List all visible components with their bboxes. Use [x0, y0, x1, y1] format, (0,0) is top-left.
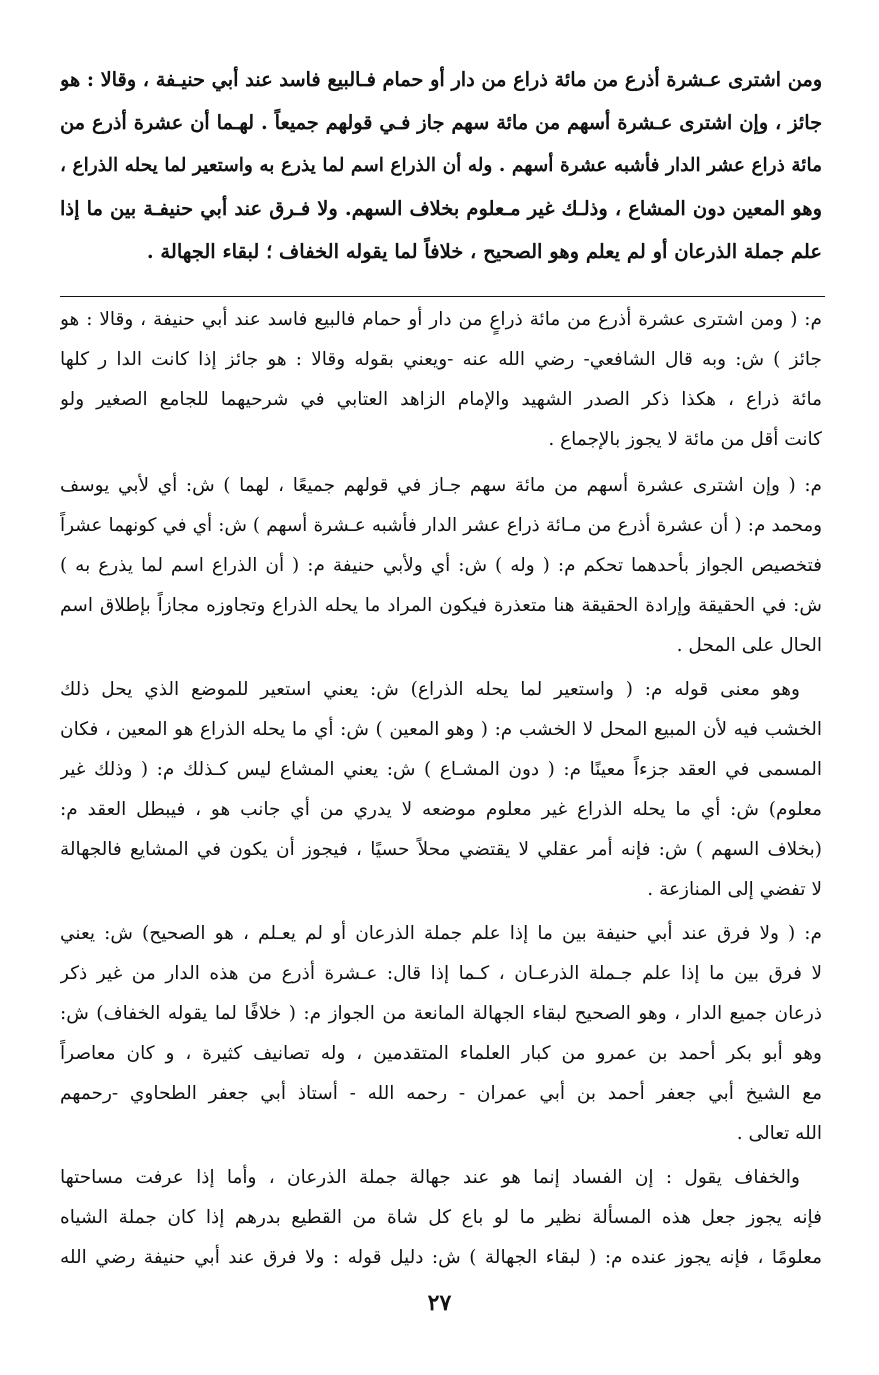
page-number: ٢٧ — [427, 1290, 452, 1316]
sharh-line: معلومًا ، فإنه يجوز عنده م: ( لبقاء الجهالة ) ش: دليل قوله : ولا فرق عند أبي حنيفة رضي الله — [60, 1247, 822, 1268]
matn-line: وهو المعين دون المشاع ، وذلـك غير مـعلوم بخلاف السهم. ولا فـرق عند أبي حنيفـة بين ما إذا — [60, 197, 822, 220]
sharh-line: وهو معنى قوله م: ( واستعير لما يحله الذراع) ش: يعني استعير للموضع الذي يحل ذلك — [60, 679, 800, 700]
sharh-line: مائة ذراع ، هكذا ذكر الصدر الشهيد والإمام الزاهد العتابي في شرحيهما للجامع الصغير ولو — [60, 389, 822, 410]
sharh-line: ش: في الحقيقة وإرادة الحقيقة هنا متعذرة فيكون المراد ما يحله الذراع وتجاوزه مجازاً بإطلاق اسم — [60, 595, 822, 616]
sharh-line: م: ( ولا فرق عند أبي حنيفة بين ما إذا علم جملة الذرعان أو لم يعـلم ، هو الصحيح) ش: يعني — [60, 923, 822, 944]
matn-line: مائة ذراع عشر الدار فأشبه عشرة أسهم . وله أن الذراع اسم لما يذرع به واستعير لما يحله الذراع ، — [60, 155, 822, 176]
sharh-line: م: ( ومن اشترى عشرة أذرع من مائة ذراعٍ من دار أو حمام فالبيع فاسد عند أبي حنيفة ، وقالا : هو — [60, 309, 822, 330]
sharh-line: كانت أقل من مائة لا يجوز بالإجماع . — [548, 429, 822, 450]
matn-line: علم جملة الذرعان أو لم يعلم وهو الصحيح ، خلافاً لما يقوله الخفاف ؛ لبقاء الجهالة . — [146, 240, 822, 263]
sharh-line: وهو أبو بكر أحمد بن عمرو من كبار العلماء المتقدمين ، وله تصانيف كثيرة ، و كان معاصراً — [60, 1043, 822, 1064]
sharh-paragraph — [60, 300, 822, 460]
sharh-line: الخشب فيه لأن المبيع المحل لا الخشب م: ( وهو المعين ) ش: أي ما يحله الذراع هو المعين ، فكان — [60, 719, 822, 740]
sharh-line: لا تفضي إلى المنازعة . — [647, 879, 822, 900]
matn-text-block — [60, 58, 822, 273]
sharh-line: فإنه يجوز جعل هذه المسألة نظير ما لو باع كل شاة من القطيع بدرهم إذا كان جملة الشياه — [60, 1207, 822, 1228]
sharh-line: لا فرق بين ما إذا علم جـملة الذرعـان ، كـما إذا قال: عـشرة أذرع من هذه الدار من غير ذكر — [60, 963, 822, 984]
sharh-line: (بخلاف السهم ) ش: فإنه أمر عقلي لا يقتضي محلاً حسيًا ، فيجوز أن يكون في المشايع فالجهالة — [60, 839, 822, 860]
matn-line: ومن اشترى عـشرة أذرع من مائة ذراع من دار أو حمام فـالبيع فاسد عند أبي حنيـفة ، وقالا : هو — [60, 68, 822, 91]
sharh-line: والخفاف يقول : إن الفساد إنما هو عند جهالة جملة الذرعان ، وأما إذا عرفت مساحتها — [60, 1167, 800, 1188]
section-divider — [60, 296, 825, 297]
sharh-line: الله تعالى . — [736, 1123, 822, 1144]
sharh-line: جائز ) ش: وبه قال الشافعي- رضي الله عنه -ويعني بقوله وقالا : هو جائز إذا كانت الدا ر كلها — [60, 349, 822, 370]
sharh-line: فتخصيص الجواز بأحدهما تحكم م: ( وله ) ش: أي ولأبي حنيفة م: ( أن الذراع اسم لما يذرع به ) — [60, 555, 822, 576]
sharh-line: م: ( وإن اشترى عشرة أسهم من مائة سهم جـاز في قولهم جميعًا ، لهما ) ش: أي لأبي يوسف — [60, 475, 822, 496]
sharh-line: ذرعان جميع الدار ، وهو الصحيح لبقاء الجهالة المانعة من الجواز م: ( خلافًا لما يقوله الخفاف) ش: — [60, 1003, 822, 1024]
sharh-paragraph — [60, 1158, 822, 1278]
sharh-line: المسمى في العقد جزءاً معينًا م: ( دون المشـاع ) ش: يعني المشاع ليس كـذلك م: ( وذلك غير — [60, 759, 822, 780]
sharh-line: مع الشيخ أبي جعفر أحمد بن أبي عمران - رحمه الله - أستاذ أبي جعفر الطحاوي -رحمهم — [60, 1083, 822, 1104]
sharh-paragraph — [60, 670, 822, 910]
sharh-paragraph — [60, 466, 822, 666]
sharh-line: معلوم) ش: أي ما يحله الذراع غير معلوم موضعه لا يدري من أي جانب هو ، فيبطل العقد م: — [60, 799, 822, 820]
sharh-line: الحال على المحل . — [676, 635, 822, 656]
sharh-paragraph — [60, 914, 822, 1154]
sharh-line: ومحمد م: ( أن عشرة أذرع من مـائة ذراع عشر الدار فأشبه عـشرة أسهم ) ش: أي في كونهما عشراً — [60, 515, 822, 536]
matn-line: جائز ، وإن اشترى عـشرة أسهم من مائة سهم جاز فـي قولهم جميعاً . لهـما أن عشرة أذرع من — [60, 111, 822, 134]
